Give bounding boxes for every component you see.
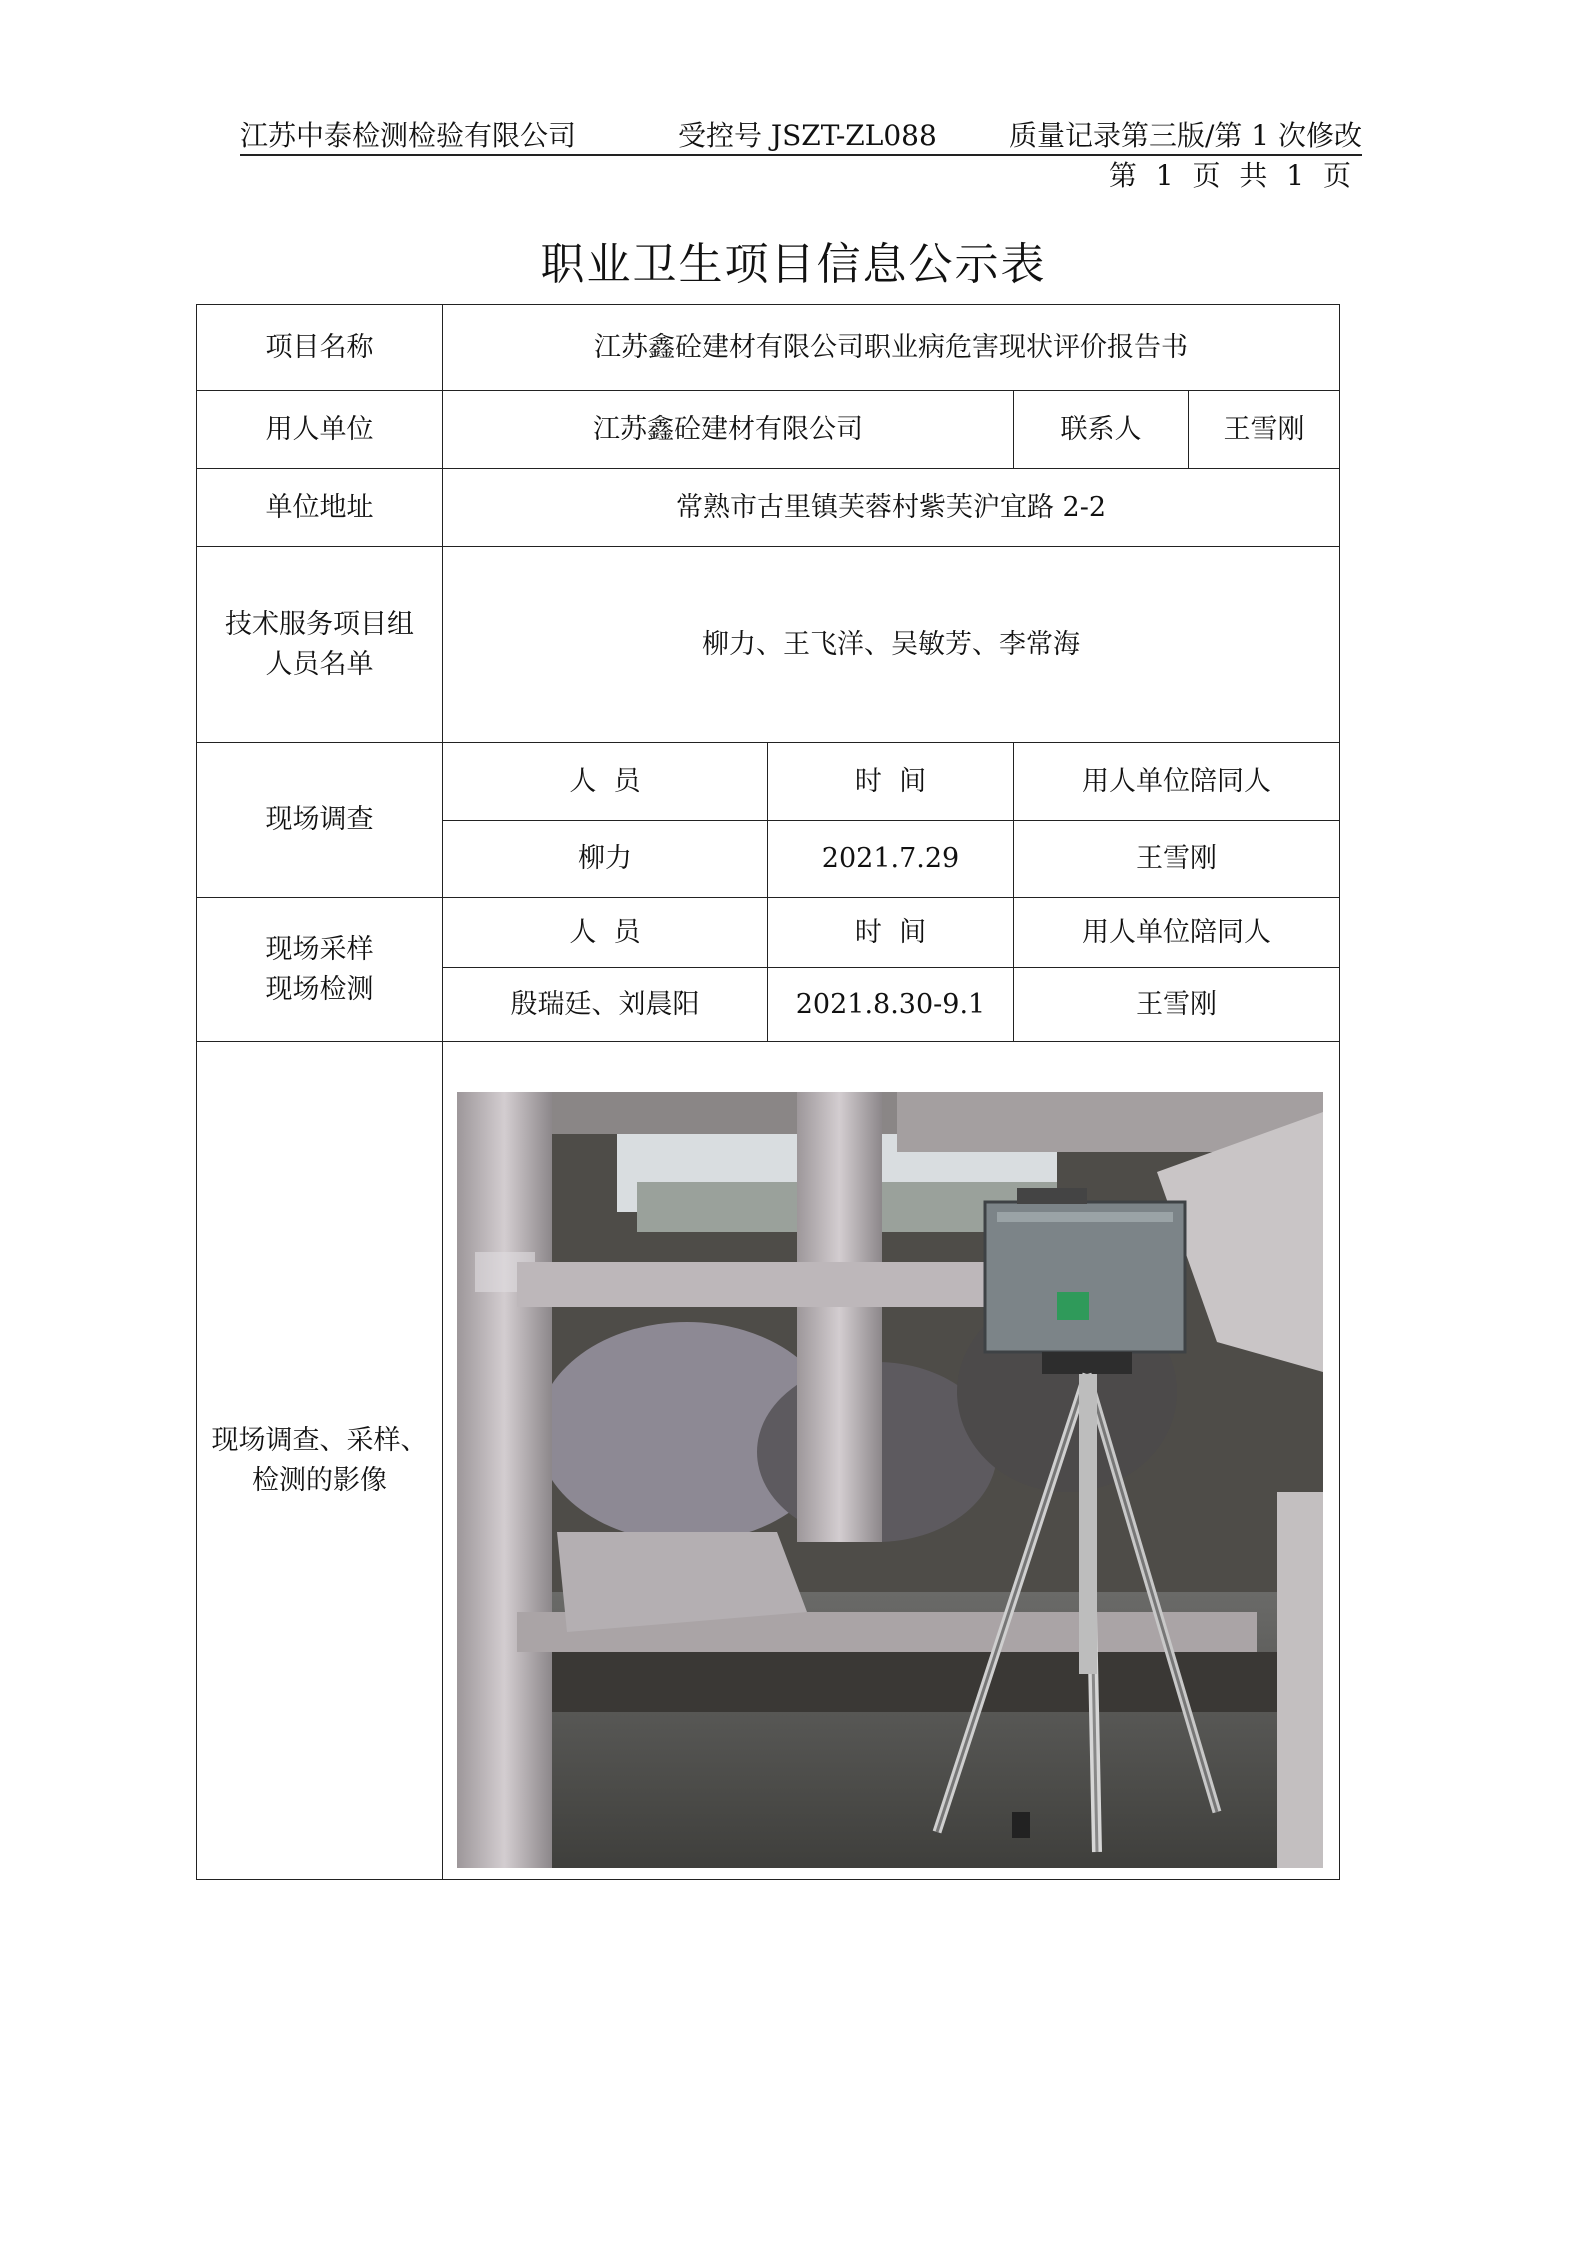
company-name: 江苏中泰检测检验有限公司 xyxy=(240,119,577,152)
survey-head-escort: 用人单位陪同人 xyxy=(1014,743,1340,821)
team-label-line-1: 技术服务项目组 xyxy=(225,608,414,640)
team-label-line-2: 人员名单 xyxy=(265,648,374,680)
row-project-name xyxy=(197,305,1340,391)
site-photo xyxy=(457,1092,1323,1868)
row-survey-header xyxy=(197,743,1340,821)
sampling-head-escort: 用人单位陪同人 xyxy=(1014,898,1340,968)
address-value: 常熟市古里镇芙蓉村紫芙沪宜路 2-2 xyxy=(443,469,1340,547)
control-number: 受控号 JSZT-ZL088 xyxy=(678,119,937,152)
page-number: 第 1 页 共 1 页 xyxy=(1108,159,1351,192)
row-photo xyxy=(197,1042,1340,1880)
row-team xyxy=(197,547,1340,743)
sampling-escort: 王雪刚 xyxy=(1014,968,1340,1042)
contact-label: 联系人 xyxy=(1014,391,1189,469)
record-version: 质量记录第三版/第 1 次修改 xyxy=(1008,119,1362,152)
sampling-head-time: 时 间 xyxy=(768,898,1014,968)
sampling-label-line-1: 现场采样 xyxy=(265,933,374,965)
survey-escort: 王雪刚 xyxy=(1014,821,1340,898)
sampling-label-line-2: 现场检测 xyxy=(265,973,374,1005)
row-address xyxy=(197,469,1340,547)
photo-label-line-2: 检测的影像 xyxy=(252,1464,387,1496)
employer-value: 江苏鑫砼建材有限公司 xyxy=(443,391,1014,469)
team-label xyxy=(197,547,443,743)
survey-label: 现场调查 xyxy=(197,743,443,898)
contact-value: 王雪刚 xyxy=(1189,391,1340,469)
sampling-head-person: 人 员 xyxy=(443,898,768,968)
sampling-label xyxy=(197,898,443,1042)
photo-label-line-1: 现场调查、采样、 xyxy=(211,1424,428,1456)
photo-cell xyxy=(443,1042,1340,1880)
row-sampling-header xyxy=(197,898,1340,968)
survey-head-person: 人 员 xyxy=(443,743,768,821)
sampling-time: 2021.8.30-9.1 xyxy=(768,968,1014,1042)
survey-person: 柳力 xyxy=(443,821,768,898)
row-employer xyxy=(197,391,1340,469)
survey-head-time: 时 间 xyxy=(768,743,1014,821)
project-name-label: 项目名称 xyxy=(197,305,443,391)
page-header xyxy=(240,110,1362,156)
survey-time: 2021.7.29 xyxy=(768,821,1014,898)
address-label: 单位地址 xyxy=(197,469,443,547)
info-table xyxy=(196,304,1340,1880)
sampling-person: 殷瑞廷、刘晨阳 xyxy=(443,968,768,1042)
site-photo-illustration xyxy=(457,1092,1323,1868)
project-name-value: 江苏鑫砼建材有限公司职业病危害现状评价报告书 xyxy=(443,305,1340,391)
photo-label xyxy=(197,1042,443,1880)
employer-label: 用人单位 xyxy=(197,391,443,469)
document-title: 职业卫生项目信息公示表 xyxy=(540,239,1047,290)
team-value: 柳力、王飞洋、吴敏芳、李常海 xyxy=(443,547,1340,743)
